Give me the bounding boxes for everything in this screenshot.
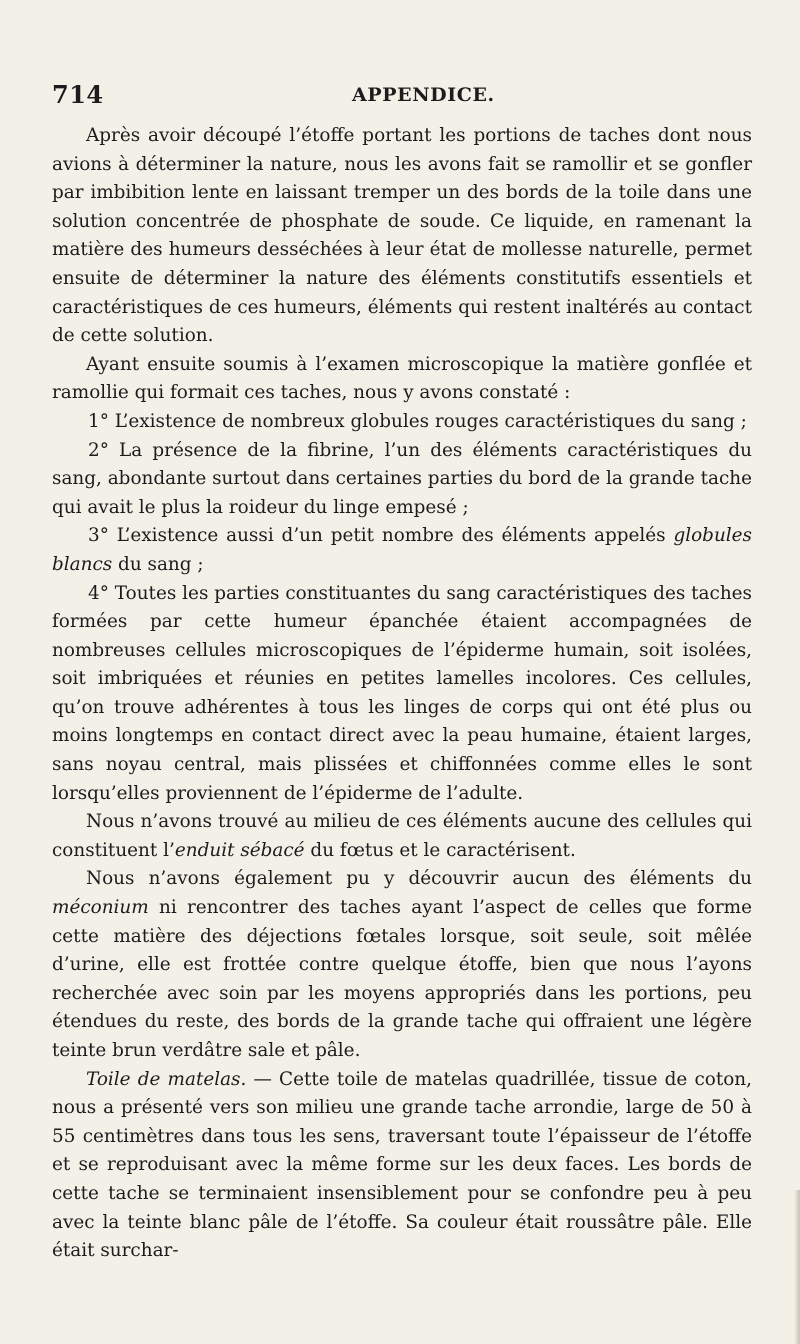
paragraph-5 <box>52 1066 752 1266</box>
paragraph-3-text: Nous n’avons trouvé au milieu de ces éléments aucune des cellules qui constituent l’ <box>52 811 752 861</box>
paragraph-5-text: — Cette toile de matelas quadrillée, tissue de coton, nous a présenté vers son milieu une grande tache arrondie, large de 50 à 55 centimètres dans tous les sens, traversant toute l’épaisseur de l’étoffe et se reproduisant avec la même forme sur les deux faces. Les bords de cette tache se terminaient insensiblement pour se confondre peu à peu avec la teinte blanc pâle de l’étoffe. Sa couleur était roussâtre pâle. Elle était surchar- <box>52 1068 752 1262</box>
section-heading-toile-de-matelas: Toile de matelas. <box>86 1068 247 1090</box>
list-item-3-text-end: du sang ; <box>112 553 204 575</box>
list-item-3 <box>52 522 752 579</box>
paragraph-3-text-end: du fœtus et le caractérisent. <box>304 839 576 861</box>
list-item-4: 4° Toutes les parties constituantes du sang caractéristiques des taches formées par cette humeur épanchée étaient accompagnées de nombreuses cellules microscopiques de l’épiderme humain, soit isolées, soit imbriquées et réunies en petites lamelles incolores. Ces cellules, qu’on trouve adhérentes à tous les linges de corps qui ont été plus ou moins longtemps en contact direct avec la peau humaine, étaient larges, sans noyau central, mais plissées et chiffonnées comme elles le sont lorsqu’elles proviennent de l’épiderme de l’adulte. <box>52 582 752 804</box>
page-header <box>52 80 752 114</box>
list-item-1: 1° L’existence de nombreux globules rouges caractéristiques du sang ; <box>88 410 747 432</box>
italic-term-enduit-sebace: enduit sébacé <box>174 839 305 861</box>
italic-term-meconium: méconium <box>52 897 149 919</box>
paragraph-1: Après avoir découpé l’étoffe portant les portions de taches dont nous avions à déterminer la nature, nous les avons fait se ramollir et se gonfler par imbibition lente en laissant tremper un des bords de la toile dans une solution concentrée de phosphate de soude. Ce liquide, en ramenant la matière des humeurs desséchées à leur état de mollesse naturelle, permet ensuite de déterminer la nature des éléments constitutifs essentiels et caractéristiques de ces humeurs, éléments qui restent inaltérés au contact de cette solution. <box>52 125 752 347</box>
paragraph-2: Ayant ensuite soumis à l’examen microscopique la matière gonflée et ramollie qui formait ces taches, nous y avons constaté : <box>52 353 752 404</box>
paragraph-4-text: Nous n’avons également pu y découvrir aucun des éléments du <box>86 868 752 890</box>
list-item-2: 2° La présence de la fibrine, l’un des éléments caractéristiques du sang, abondante surtout dans certaines parties du bord de la grande tache qui avait le plus la roideur du linge empesé ; <box>52 439 752 518</box>
paragraph-4 <box>52 865 752 1065</box>
page-number: 714 <box>52 80 104 109</box>
running-head: APPENDICE. <box>352 84 495 106</box>
page-edge-shadow <box>794 1190 800 1344</box>
list-item-3-text: 3° L’existence aussi d’un petit nombre des éléments appelés <box>88 525 674 547</box>
paragraph-3 <box>52 808 752 865</box>
italic-term-globules-blancs: globules blancs <box>52 525 752 575</box>
body-text <box>52 122 752 1266</box>
paragraph-4-text-end: ni rencontrer des taches ayant l’aspect de celles que forme cette matière des déjections fœtales lorsque, soit seule, soit mêlée d’urine, elle est frottée contre quelque étoffe, bien que nous l’ayons recherchée avec soin par les moyens appropriés dans les portions, peu étendues du reste, des bords de la grande tache qui offraient une légère teinte brun verdâtre sale et pâle. <box>52 897 752 1061</box>
